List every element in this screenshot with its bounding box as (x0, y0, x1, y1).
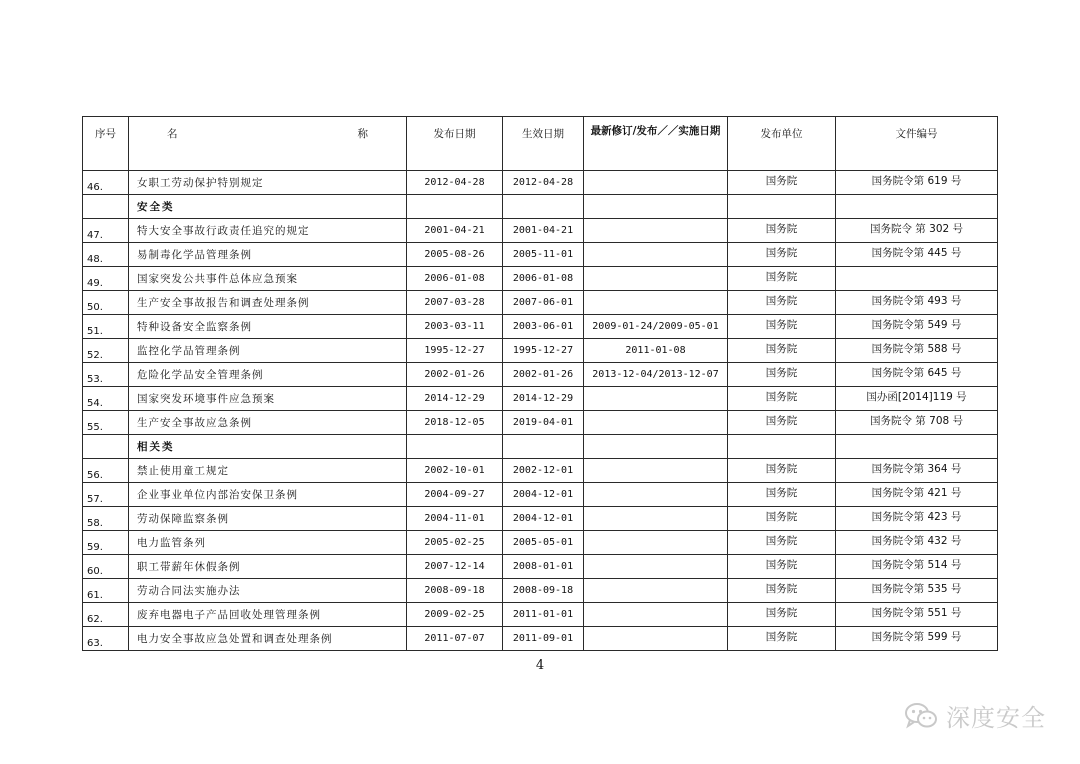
row-effective-date-cell: 2004-12-01 (503, 507, 584, 531)
row-document-number-cell: 国务院令第 423 号 (836, 507, 998, 531)
table-row (83, 339, 998, 363)
row-revision-cell (584, 459, 728, 483)
row-issuer-cell: 国务院 (728, 507, 836, 531)
table-row (83, 459, 998, 483)
table-row (83, 387, 998, 411)
header-issuer: 发布单位 (728, 117, 836, 171)
empty-cell (728, 195, 836, 219)
table-row (83, 627, 998, 651)
section-row (83, 435, 998, 459)
header-effective-date: 生效日期 (503, 117, 584, 171)
row-seq-cell: 63. (83, 627, 129, 651)
row-publish-date-cell: 2005-02-25 (407, 531, 503, 555)
row-revision-cell: 2013-12-04/2013-12-07 (584, 363, 728, 387)
row-name-cell: 监控化学品管理条例 (129, 339, 407, 363)
row-name-cell: 劳动保障监察条例 (129, 507, 407, 531)
row-name-cell: 特大安全事故行政责任追究的规定 (129, 219, 407, 243)
row-seq-cell: 53. (83, 363, 129, 387)
row-publish-date-cell: 2002-01-26 (407, 363, 503, 387)
row-revision-cell (584, 387, 728, 411)
row-seq-cell: 46. (83, 171, 129, 195)
row-effective-date-cell: 2005-11-01 (503, 243, 584, 267)
row-issuer-cell: 国务院 (728, 459, 836, 483)
row-name-cell: 易制毒化学品管理条例 (129, 243, 407, 267)
header-name-char-1: 名 (167, 128, 178, 140)
row-publish-date-cell: 2004-11-01 (407, 507, 503, 531)
row-name-cell: 特种设备安全监察条例 (129, 315, 407, 339)
row-name-cell: 电力安全事故应急处置和调查处理条例 (129, 627, 407, 651)
row-name-cell: 生产安全事故报告和调查处理条例 (129, 291, 407, 315)
table-row (83, 531, 998, 555)
row-effective-date-cell: 2007-06-01 (503, 291, 584, 315)
row-name-cell: 职工带薪年休假条例 (129, 555, 407, 579)
section-title: 相关类 (129, 435, 407, 459)
row-name-cell: 国家突发环境事件应急预案 (129, 387, 407, 411)
empty-cell (83, 195, 129, 219)
row-revision-cell (584, 243, 728, 267)
row-seq-cell: 51. (83, 315, 129, 339)
row-publish-date-cell: 2007-03-28 (407, 291, 503, 315)
row-issuer-cell: 国务院 (728, 243, 836, 267)
header-revision-date: 最新修订/发布／／实施日期 (584, 117, 728, 171)
row-issuer-cell: 国务院 (728, 267, 836, 291)
row-issuer-cell: 国务院 (728, 171, 836, 195)
empty-cell (836, 435, 998, 459)
row-document-number-cell: 国务院令第 549 号 (836, 315, 998, 339)
row-effective-date-cell: 2002-12-01 (503, 459, 584, 483)
row-revision-cell (584, 267, 728, 291)
row-publish-date-cell: 1995-12-27 (407, 339, 503, 363)
row-document-number-cell: 国务院令第 551 号 (836, 603, 998, 627)
row-seq-cell: 48. (83, 243, 129, 267)
table-row (83, 411, 998, 435)
row-seq-cell: 54. (83, 387, 129, 411)
row-revision-cell (584, 291, 728, 315)
row-document-number-cell: 国务院令第 432 号 (836, 531, 998, 555)
row-seq-cell: 55. (83, 411, 129, 435)
empty-cell (503, 435, 584, 459)
row-issuer-cell: 国务院 (728, 387, 836, 411)
row-revision-cell (584, 627, 728, 651)
row-revision-cell (584, 171, 728, 195)
row-effective-date-cell: 2004-12-01 (503, 483, 584, 507)
row-effective-date-cell: 2011-09-01 (503, 627, 584, 651)
row-revision-cell (584, 555, 728, 579)
row-seq-cell: 62. (83, 603, 129, 627)
row-issuer-cell: 国务院 (728, 315, 836, 339)
row-publish-date-cell: 2003-03-11 (407, 315, 503, 339)
row-revision-cell (584, 531, 728, 555)
row-issuer-cell: 国务院 (728, 555, 836, 579)
row-issuer-cell: 国务院 (728, 339, 836, 363)
row-seq-cell: 50. (83, 291, 129, 315)
row-revision-cell (584, 483, 728, 507)
row-effective-date-cell: 2002-01-26 (503, 363, 584, 387)
row-revision-cell (584, 411, 728, 435)
row-revision-cell (584, 603, 728, 627)
row-publish-date-cell: 2018-12-05 (407, 411, 503, 435)
table-row (83, 579, 998, 603)
section-row (83, 195, 998, 219)
row-publish-date-cell: 2012-04-28 (407, 171, 503, 195)
empty-cell (407, 195, 503, 219)
row-revision-cell: 2009-01-24/2009-05-01 (584, 315, 728, 339)
table-row (83, 555, 998, 579)
row-revision-cell (584, 579, 728, 603)
row-publish-date-cell: 2005-08-26 (407, 243, 503, 267)
row-issuer-cell: 国务院 (728, 363, 836, 387)
row-seq-cell: 52. (83, 339, 129, 363)
table-row (83, 267, 998, 291)
row-effective-date-cell: 2008-09-18 (503, 579, 584, 603)
row-revision-cell: 2011-01-08 (584, 339, 728, 363)
row-document-number-cell: 国务院令第 619 号 (836, 171, 998, 195)
empty-cell (728, 435, 836, 459)
header-document-number: 文件编号 (836, 117, 998, 171)
table-row (83, 171, 998, 195)
row-seq-cell: 47. (83, 219, 129, 243)
row-seq-cell: 61. (83, 579, 129, 603)
row-publish-date-cell: 2002-10-01 (407, 459, 503, 483)
watermark (904, 698, 1046, 733)
header-seq: 序号 (83, 117, 129, 171)
row-effective-date-cell: 2012-04-28 (503, 171, 584, 195)
table-row (83, 483, 998, 507)
row-revision-cell (584, 219, 728, 243)
row-name-cell: 女职工劳动保护特别规定 (129, 171, 407, 195)
section-title: 安全类 (129, 195, 407, 219)
empty-cell (836, 195, 998, 219)
empty-cell (584, 195, 728, 219)
row-document-number-cell: 国务院令第 645 号 (836, 363, 998, 387)
row-effective-date-cell: 2001-04-21 (503, 219, 584, 243)
row-effective-date-cell: 1995-12-27 (503, 339, 584, 363)
row-document-number-cell: 国务院令第 514 号 (836, 555, 998, 579)
wechat-icon (904, 702, 938, 730)
row-name-cell: 电力监管条列 (129, 531, 407, 555)
row-document-number-cell: 国务院令第 493 号 (836, 291, 998, 315)
table-row (83, 363, 998, 387)
row-document-number-cell: 国务院令第 421 号 (836, 483, 998, 507)
row-name-cell: 废弃电器电子产品回收处理管理条例 (129, 603, 407, 627)
row-issuer-cell: 国务院 (728, 411, 836, 435)
table-header-row (83, 117, 998, 171)
row-issuer-cell: 国务院 (728, 603, 836, 627)
row-seq-cell: 58. (83, 507, 129, 531)
row-publish-date-cell: 2008-09-18 (407, 579, 503, 603)
row-issuer-cell: 国务院 (728, 483, 836, 507)
row-effective-date-cell: 2005-05-01 (503, 531, 584, 555)
header-name-char-2: 称 (357, 128, 368, 140)
row-name-cell: 劳动合同法实施办法 (129, 579, 407, 603)
row-issuer-cell: 国务院 (728, 291, 836, 315)
row-document-number-cell: 国务院令第 364 号 (836, 459, 998, 483)
row-seq-cell: 59. (83, 531, 129, 555)
row-document-number-cell: 国务院令第 588 号 (836, 339, 998, 363)
row-publish-date-cell: 2011-07-07 (407, 627, 503, 651)
page-number: 4 (535, 658, 545, 673)
empty-cell (407, 435, 503, 459)
row-issuer-cell: 国务院 (728, 219, 836, 243)
row-effective-date-cell: 2006-01-08 (503, 267, 584, 291)
row-publish-date-cell: 2007-12-14 (407, 555, 503, 579)
empty-cell (503, 195, 584, 219)
row-document-number-cell: 国务院令 第 708 号 (836, 411, 998, 435)
row-effective-date-cell: 2003-06-01 (503, 315, 584, 339)
row-document-number-cell: 国务院令第 535 号 (836, 579, 998, 603)
row-document-number-cell: 国务院令第 445 号 (836, 243, 998, 267)
row-name-cell: 禁止使用童工规定 (129, 459, 407, 483)
row-seq-cell: 56. (83, 459, 129, 483)
row-publish-date-cell: 2001-04-21 (407, 219, 503, 243)
row-name-cell: 危险化学品安全管理条例 (129, 363, 407, 387)
row-issuer-cell: 国务院 (728, 579, 836, 603)
row-issuer-cell: 国务院 (728, 531, 836, 555)
empty-cell (83, 435, 129, 459)
regulations-table (82, 116, 998, 651)
table-row (83, 507, 998, 531)
table-body (83, 171, 998, 651)
row-name-cell: 生产安全事故应急条例 (129, 411, 407, 435)
row-publish-date-cell: 2014-12-29 (407, 387, 503, 411)
table-row (83, 603, 998, 627)
header-publish-date: 发布日期 (407, 117, 503, 171)
row-seq-cell: 57. (83, 483, 129, 507)
header-name (129, 117, 407, 171)
row-effective-date-cell: 2019-04-01 (503, 411, 584, 435)
table-row (83, 315, 998, 339)
row-revision-cell (584, 507, 728, 531)
row-document-number-cell: 国务院令 第 302 号 (836, 219, 998, 243)
row-effective-date-cell: 2008-01-01 (503, 555, 584, 579)
row-name-cell: 国家突发公共事件总体应急预案 (129, 267, 407, 291)
row-document-number-cell (836, 267, 998, 291)
row-seq-cell: 49. (83, 267, 129, 291)
row-document-number-cell: 国务院令第 599 号 (836, 627, 998, 651)
row-effective-date-cell: 2014-12-29 (503, 387, 584, 411)
row-issuer-cell: 国务院 (728, 627, 836, 651)
row-effective-date-cell: 2011-01-01 (503, 603, 584, 627)
row-document-number-cell: 国办函[2014]119 号 (836, 387, 998, 411)
table-row (83, 219, 998, 243)
row-name-cell: 企业事业单位内部治安保卫条例 (129, 483, 407, 507)
row-publish-date-cell: 2004-09-27 (407, 483, 503, 507)
watermark-text: 深度安全 (946, 704, 1046, 732)
row-seq-cell: 60. (83, 555, 129, 579)
row-publish-date-cell: 2009-02-25 (407, 603, 503, 627)
row-publish-date-cell: 2006-01-08 (407, 267, 503, 291)
table-row (83, 243, 998, 267)
empty-cell (584, 435, 728, 459)
table-row (83, 291, 998, 315)
